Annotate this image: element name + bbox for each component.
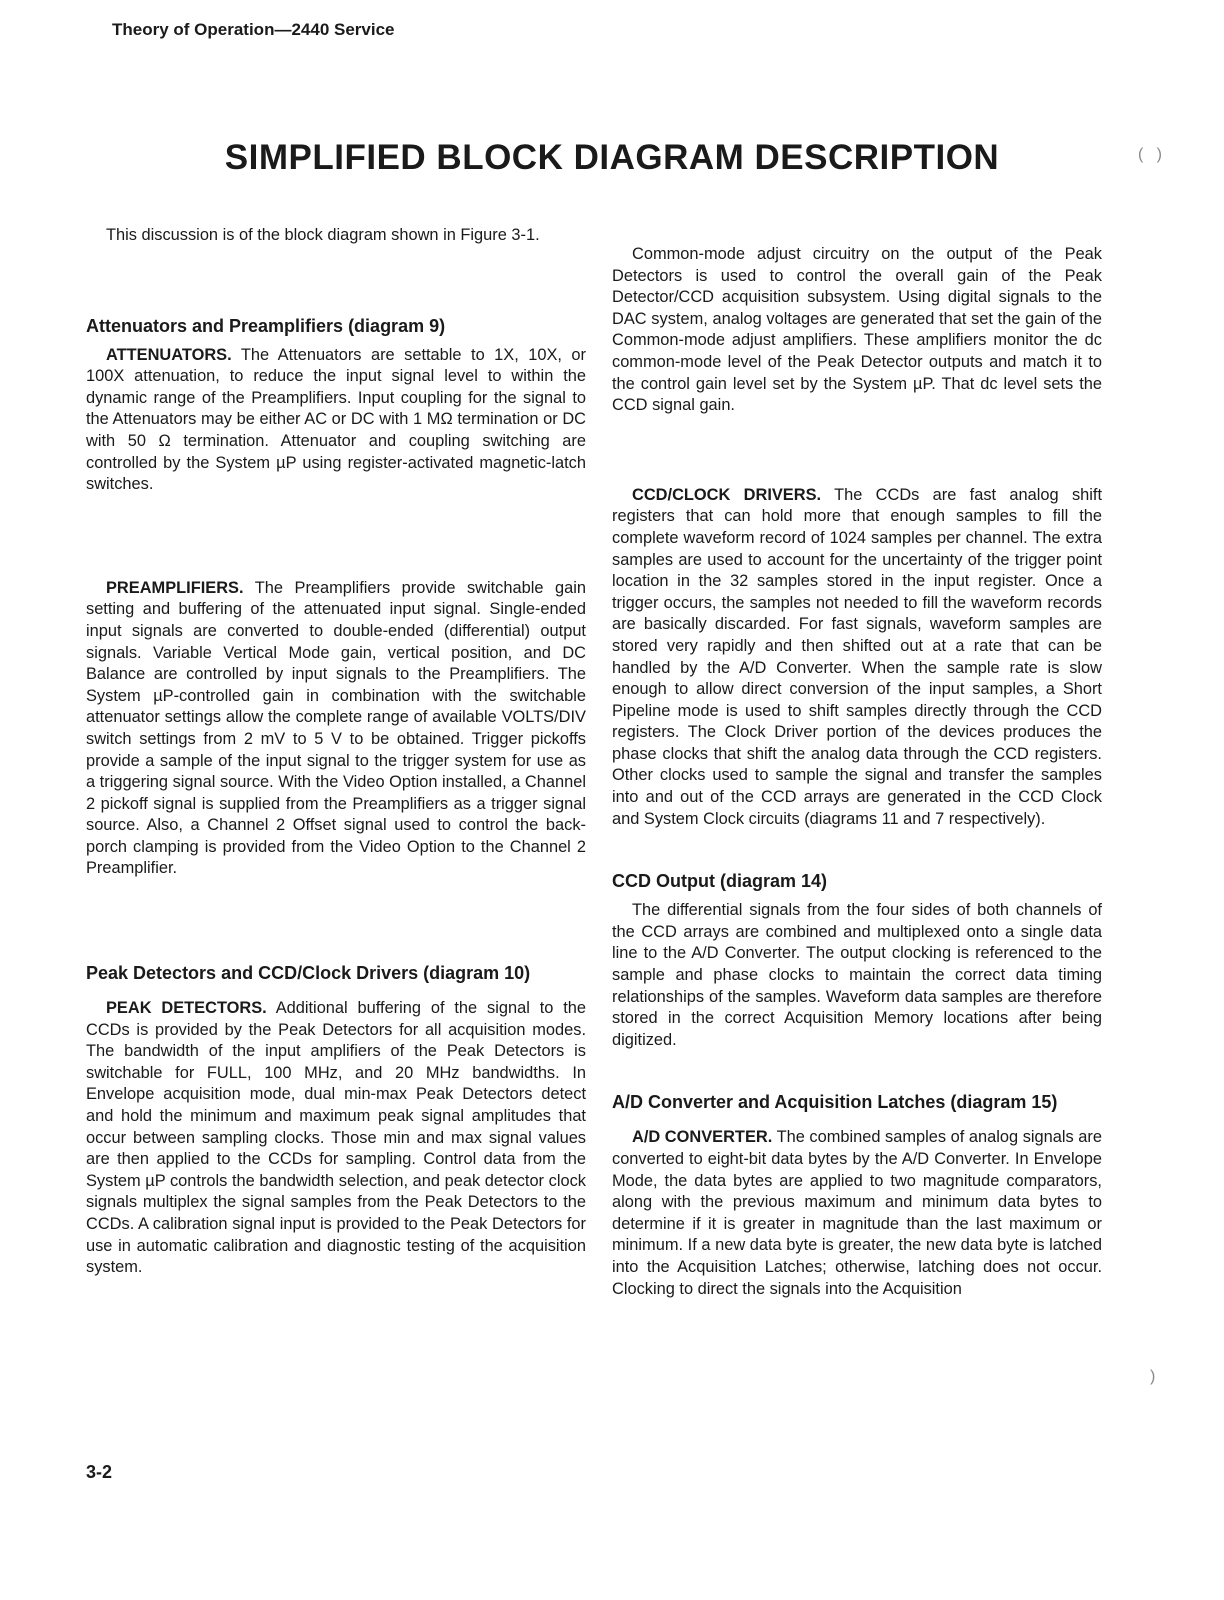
- preamplifiers-lead: PREAMPLIFIERS.: [106, 578, 244, 597]
- attenuators-paragraph: [86, 345, 586, 496]
- attenuators-text: The Attenuators are settable to 1X, 10X, or 100X attenuation, to reduce the input signal level to within the dynamic range of the Preamplifiers. Input coupling for the signal to the Attenuators may be either AC or DC with 1 MΩ termination or DC with 50 Ω termination. Attenuator and coupling switching are controlled by the System µP using register-activated magnetic-latch switches.: [86, 345, 587, 494]
- ccd-clock-lead: CCD/CLOCK DRIVERS.: [632, 485, 822, 504]
- peak-detectors-text: Additional buffering of the signal to the CCDs is provided by the Peak Detectors for all acquisition modes. The bandwidth of the input amplifiers of the Peak Detectors is switchable for FULL, 100 MHz, and 20 MHz bandwidths. In Envelope acquisition mode, dual min-max Peak Detectors detect and hold the minimum and maximum peak signal amplitudes that occur between sampling clocks. Those min and max signal values are then applied to the CCDs for sampling. Control data from the System µP controls the bandwidth selection, and peak detector clock signals multiplex the signal samples from the Peak Detectors to the CCDs. A calibration signal input is provided to the Peak Detectors for use in automatic calibration and diagnostic testing of the acquisition system.: [86, 999, 586, 1277]
- margin-mark: ( ): [1138, 146, 1162, 163]
- preamplifiers-paragraph: [86, 578, 586, 880]
- right-column: [612, 244, 1102, 1312]
- running-head: Theory of Operation—2440 Service: [112, 20, 395, 39]
- section-heading-ccd-output: CCD Output (diagram 14): [612, 871, 828, 892]
- ccd-clock-text: The CCDs are fast analog shift registers that can hold more that enough samples to fill the complete waveform record of 1024 samples per channel. The extra samples are used to account for the uncertainty of the trigger point location in the 32 samples stored in the input register. Once a trigger occurs, the samples not needed to fill the waveform records are basically discarded. For fast signals, waveform samples are stored very rapidly and then shifted out at a rate that can be handled by the A/D Converter. When the sample rate is slow enough to allow direct conversion of the input samples, a Short Pipeline mode is used to shift samples directly through the CCD registers. The Clock Driver portion of the devices produces the phase clocks that shift the analog data through the CCD registers. Other clocks used to sample the signal and transfer the samples into and out of the CCD arrays are generated in the CCD Clock and System Clock circuits (diagrams 11 and 7 respectively).: [612, 485, 1103, 828]
- ccd-output-paragraph: The differential signals from the four sides of both channels of the CCD arrays are combined and multiplexed onto a single data line to the A/D Converter. The output clocking is referenced to the sample and phase clocks to maintain the correct data timing relationships of the samples. Waveform data samples are therefore stored in the correct Acquisition Memory locations after being digitized.: [612, 901, 1102, 1049]
- preamplifiers-text: The Preamplifiers provide switchable gain setting and buffering of the attenuated input signal. Single-ended input signals are converted to double-ended (differential) output signals. Variable Vertical Mode gain, vertical position, and DC Balance are controlled by input signals to the Preamplifiers. The System µP-controlled gain in combination with the switchable attenuator settings allow the complete range of available VOLTS/DIV switch settings from 2 mV to 5 V to be obtained. Trigger pickoffs provide a sample of the input signal to the trigger system for use as a triggering signal source. With the Video Option installed, a Channel 2 pickoff signal is supplied from the Preamplifiers as a trigger signal source. Also, a Channel 2 Offset signal used to control the back-porch clamping is provided from the Video Option to the Channel 2 Preamplifier.: [86, 578, 586, 878]
- ad-converter-text: The combined samples of analog signals are converted to eight-bit data bytes by the A/D Converter. In Envelope Mode, the data bytes are applied to two magnitude comparators, along with the previous maximum and minimum data bytes to determine if it is greater in magnitude than the last maximum or minimum. If a new data byte is greater, the new data byte is latched into the Acquisition Latches; otherwise, latching does not occur. Clocking to direct the signals into the Acquisition: [612, 1128, 1102, 1298]
- peak-detectors-lead: PEAK DETECTORS.: [106, 999, 267, 1018]
- page-title: SIMPLIFIED BLOCK DIAGRAM DESCRIPTION: [224, 138, 1000, 177]
- ccd-clock-paragraph: [612, 485, 1102, 831]
- section-heading-peak-detectors: Peak Detectors and CCD/Clock Drivers (diagram 10): [86, 963, 531, 984]
- ad-converter-lead: A/D CONVERTER.: [632, 1128, 773, 1147]
- peak-detectors-paragraph: [86, 998, 586, 1279]
- left-column: [86, 225, 586, 1291]
- margin-mark: ): [1150, 1368, 1156, 1385]
- section-heading-attenuators: Attenuators and Preamplifiers (diagram 9): [86, 315, 446, 336]
- common-mode-paragraph: Common-mode adjust circuitry on the output of the Peak Detectors is used to control the overall gain of the Peak Detector/CCD acquisition subsystem. Using digital signals to the DAC system, analog voltages are generated that set the gain of the Common-mode adjust amplifiers. These amplifiers monitor the dc common-mode level of the Peak Detector outputs and match it to the control gain level set by the System µP. That dc level sets the CCD signal gain.: [612, 245, 1102, 415]
- page-number: 3-2: [86, 1462, 113, 1482]
- ad-converter-paragraph: [612, 1127, 1102, 1300]
- attenuators-lead: ATTENUATORS.: [106, 345, 232, 364]
- intro-paragraph: This discussion is of the block diagram shown in Figure 3-1.: [106, 226, 540, 244]
- section-heading-ad-converter: A/D Converter and Acquisition Latches (diagram 15): [612, 1092, 1058, 1113]
